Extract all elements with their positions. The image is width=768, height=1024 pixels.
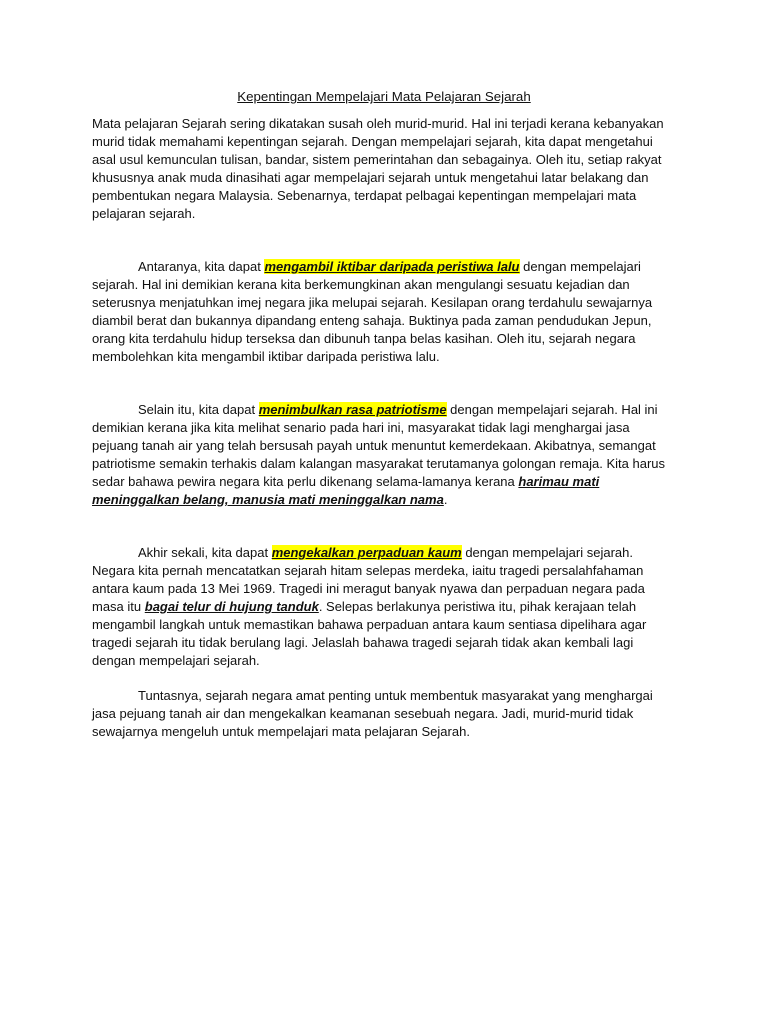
paragraph-body: dengan mempelajari sejarah. Hal ini demikian kerana kita berkemungkinan akan mengulangi sesuatu kejadian dan seterusnya menjatuhkan imej negara jika melupai sejarah. Kesilapan orang terdahulu sewajarnya diambil berat dan bukannya dipandang enteng sahaja. Buktinya pada zaman pendudukan Jepun, orang kita terdahulu hidup terseksa dan dibunuh tanpa belas kasihan. Oleh itu, sejarah negara membolehkan kita mengambil iktibar daripada peristiwa lalu. (92, 259, 653, 364)
paragraph-iktibar (92, 258, 676, 366)
page-title: Kepentingan Mempelajari Mata Pelajaran Sejarah (237, 89, 531, 104)
paragraph-end: . Selepas berlakunya peristiwa itu, pihak kerajaan telah mengambil langkah untuk memastikan bahawa perpaduan antara kaum sentiasa dipelihara agar tragedi sejarah itu tidak berulang lagi. Jelaslah bahawa tragedi sejarah tidak akan kembali lagi dengan mempelajari sejarah. (92, 599, 647, 668)
paragraph-perpaduan (92, 544, 676, 670)
paragraph-body: dengan mempelajari sejarah. Negara kita pernah mencatatkan sejarah hitam selepas merdeka, iaitu tragedi persalahfahaman antara kaum pada 13 Mei 1969. Tragedi ini meragut banyak nyawa dan perpaduan negara pada masa itu (92, 545, 645, 614)
paragraph-lead: Antaranya, kita dapat (138, 259, 265, 274)
proverb: harimau mati meninggalkan belang, manusia mati meninggalkan nama (92, 474, 600, 507)
highlighted-point: mengambil iktibar daripada peristiwa lalu (264, 259, 520, 274)
paragraph-patriotisme (92, 401, 676, 509)
paragraph-end: . (443, 492, 448, 507)
proverb: bagai telur di hujung tanduk (144, 599, 319, 614)
highlighted-point: mengekalkan perpaduan kaum (271, 545, 462, 560)
highlighted-point: menimbulkan rasa patriotisme (258, 402, 447, 417)
intro-paragraph: Mata pelajaran Sejarah sering dikatakan susah oleh murid-murid. Hal ini terjadi kerana kebanyakan murid tidak memahami kepentingan sejarah. Dengan mempelajari sejarah, kita dapat mengetahui asal usul kemunculan tulisan, bandar, sistem pemerintahan dan sebagainya. Oleh itu, setiap rakyat khususnya anak muda dinasihati agar mempelajari sejarah untuk mengetahui latar belakang dan pembentukan negara Malaysia. Sebenarnya, terdapat pelbagai kepentingan mempelajari mata pelajaran sejarah. (92, 116, 664, 221)
paragraph-lead: Selain itu, kita dapat (138, 402, 259, 417)
paragraph-lead: Akhir sekali, kita dapat (138, 545, 272, 560)
conclusion-paragraph: Tuntasnya, sejarah negara amat penting untuk membentuk masyarakat yang menghargai jasa pejuang tanah air dan mengekalkan keamanan sesebuah negara. Jadi, murid-murid tidak sewajarnya mengeluh untuk mempelajari mata pelajaran Sejarah. (92, 688, 653, 739)
paragraph-body: dengan mempelajari sejarah. Hal ini demikian kerana jika kita melihat senario pada hari ini, masyarakat tidak lagi menghargai jasa pejuang tanah air yang telah bersusah payah untuk menuntut kemerdekaan. Akibatnya, semangat patriotisme semakin terhakis dalam kalangan masyarakat terutamanya golongan remaja. Kita harus sedar bahawa pewira negara kita perlu dikenang selama-lamanya kerana (92, 402, 666, 489)
